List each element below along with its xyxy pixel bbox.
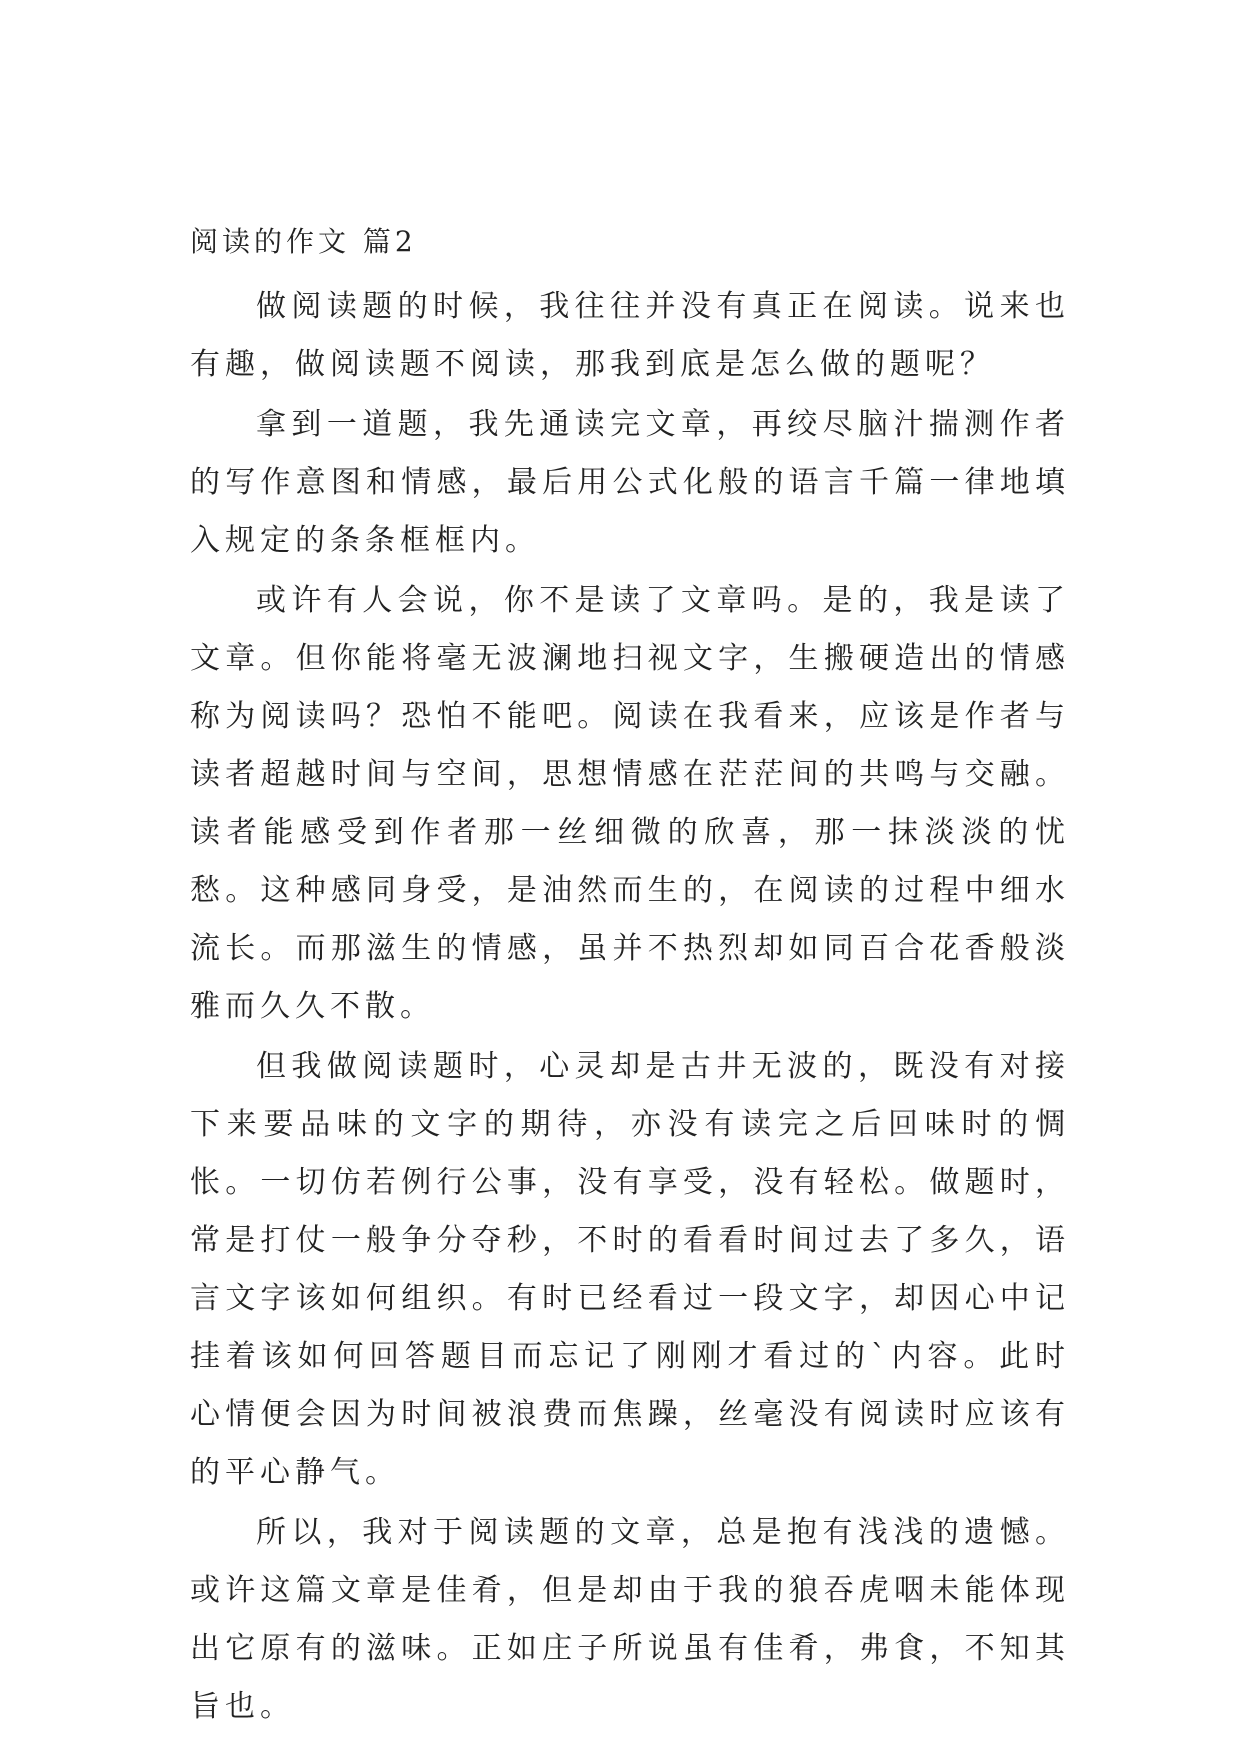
paragraph: 拿到一道题，我先通读完文章，再绞尽脑汁揣测作者的写作意图和情感，最后用公式化般的语言千篇一律地填入规定的条条框框内。 [190,407,1070,558]
paragraph: 做阅读题的时候，我往往并没有真正在阅读。说来也有趣，做阅读题不阅读，那我到底是怎么做的题呢？ [190,289,1070,382]
paragraph: 或许有人会说，你不是读了文章吗。是的，我是读了文章。但你能将毫无波澜地扫视文字，生搬硬造出的情感称为阅读吗？恐怕不能吧。阅读在我看来，应该是作者与读者超越时间与空间，思想情感在茫茫间的共鸣与交融。读者能感受到作者那一丝细微的欣喜，那一抹淡淡的忧愁。这种感同身受，是油然而生的，在阅读的过程中细水流长。而那滋生的情感，虽并不热烈却如同百合花香般淡雅而久久不散。 [190,583,1070,1024]
paragraph: 所以，我对于阅读题的文章，总是抱有浅浅的遗憾。或许这篇文章是佳肴，但是却由于我的狼吞虎咽未能体现出它原有的滋味。正如庄子所说虽有佳肴，弗食，不知其旨也。 [190,1515,1070,1724]
document-title: 阅读的作文 篇2 [190,225,417,258]
document-body [190,220,1070,1736]
paragraph: 但我做阅读题时，心灵却是古井无波的，既没有对接下来要品味的文字的期待，亦没有读完之后回味时的惆怅。一切仿若例行公事，没有享受，没有轻松。做题时，常是打仗一般争分夺秒，不时的看看时间过去了多久，语言文字该如何组织。有时已经看过一段文字，却因心中记挂着该如何回答题目而忘记了刚刚才看过的`内容。此时心情便会因为时间被浪费而焦躁，丝毫没有阅读时应该有的平心静气。 [190,1049,1070,1490]
